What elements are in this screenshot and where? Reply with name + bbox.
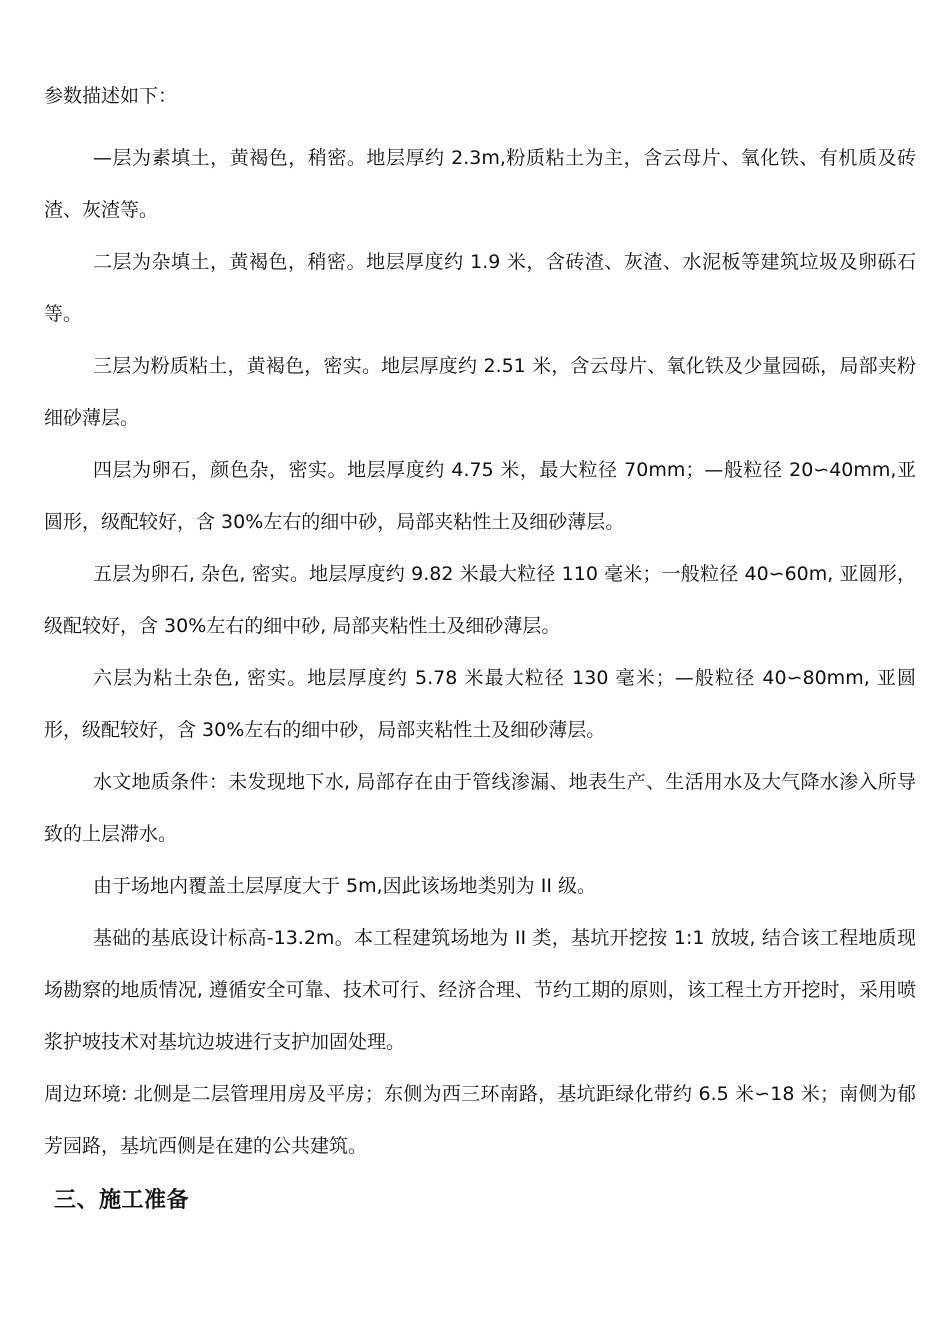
layer-1-paragraph: —层为素填土，黄褐色，稍密。地层厚约 2.3m,粉质粘土为主，含云母片、氧化铁、有机质及砖渣、灰渣等。 bbox=[44, 147, 916, 221]
site-class-paragraph: 由于场地内覆盖土层厚度大于 5m,因此该场地类别为 II 级。 bbox=[93, 875, 596, 897]
document-page bbox=[44, 80, 916, 1218]
layer-4-paragraph: 四层为卵石，颜色杂，密实。地层厚度约 4.75 米，最大粒径 70mm；—般粒径 20∽40mm,亚圆形，级配较好，含 30%左右的细中砂，局部夹粘性土及细砂薄层。 bbox=[44, 459, 916, 533]
foundation-paragraph: 基础的基底设计标高-13.2m。本工程建筑场地为 II 类，基坑开挖按 1:1 放坡, 结合该工程地质现场勘察的地质情况, 遵循安全可靠、技术可行、经济合理、节约工期的原则，该工程土方开挖时，采用喷浆护坡技术对基坑边坡进行支护加固处理。 bbox=[44, 927, 916, 1053]
layer-3-paragraph: 三层为粉质粘土，黄褐色，密实。地层厚度约 2.51 米，含云母片、氧化铁及少量园砾，局部夹粉细砂薄层。 bbox=[44, 355, 916, 429]
layer-6-paragraph: 六层为粘土杂色, 密实。地层厚度约 5.78 米最大粒径 130 毫米；—般粒径 40∽80mm, 亚圆形，级配较好，含 30%左右的细中砂，局部夹粘性土及细砂薄层。 bbox=[44, 667, 916, 741]
layer-2-paragraph: 二层为杂填土，黄褐色，稍密。地层厚度约 1.9 米，含砖渣、灰渣、水泥板等建筑垃圾及卵砾石等。 bbox=[44, 251, 916, 325]
intro-line: 参数描述如下： bbox=[44, 85, 178, 107]
section-heading: 三、施工准备 bbox=[54, 1188, 190, 1213]
layer-5-paragraph: 五层为卵石, 杂色, 密实。地层厚度约 9.82 米最大粒径 110 毫米；一般粒径 40∽60m, 亚圆形，级配较好，含 30%左右的细中砂, 局部夹粘性土及细砂薄层。 bbox=[44, 563, 916, 637]
surroundings-paragraph: 周边环境: 北侧是二层管理用房及平房；东侧为西三环南路，基坑距绿化带约 6.5 米∽18 米；南侧为郁芳园路，基坑西侧是在建的公共建筑。 bbox=[44, 1083, 916, 1157]
hydrogeology-paragraph: 水文地质条件：未发现地下水, 局部存在由于管线渗漏、地表生产、生活用水及大气降水渗入所导致的上层滞水。 bbox=[44, 771, 916, 845]
